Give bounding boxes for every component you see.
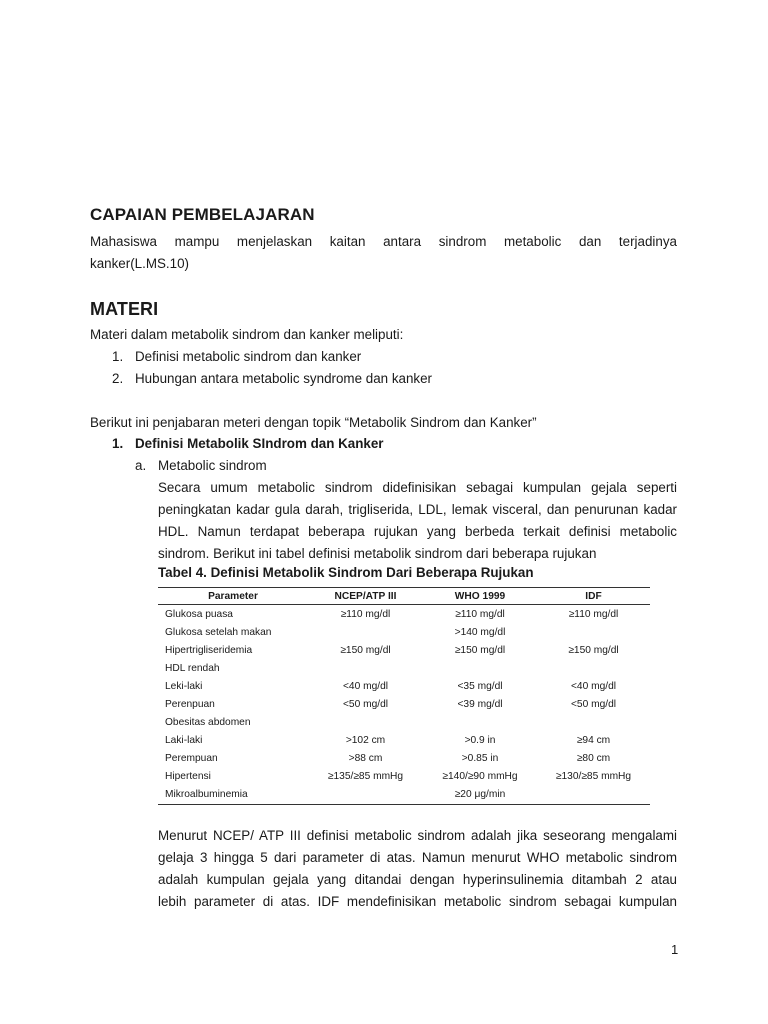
table-cell: Laki-laki — [165, 735, 203, 747]
table-cell: Hipertensi — [165, 771, 211, 783]
table-cell: Perempuan — [165, 753, 218, 765]
table-cell: ≥110 mg/dl — [455, 608, 505, 620]
capaian-paragraph — [90, 231, 677, 275]
table-cell: <40 mg/dl — [570, 680, 617, 692]
paragraph-line: Secara umum metabolic sindrom didefinisikan sebagai kumpulan gejala seperti — [158, 480, 677, 495]
table-cell: ≥94 cm — [576, 735, 611, 747]
section-heading-capaian: CAPAIAN PEMBELAJARAN — [90, 205, 315, 224]
table-row — [158, 677, 650, 695]
list-number: 1. — [112, 349, 124, 364]
table-row — [158, 623, 650, 641]
table-header-row — [158, 588, 650, 605]
table-cell: >102 cm — [345, 735, 386, 747]
table-header-idf: IDF — [537, 588, 650, 605]
table-row — [158, 768, 650, 786]
table-cell: Mikroalbuminemia — [158, 786, 308, 805]
table-cell — [308, 623, 423, 641]
table-cell: Hipertrigliseridemia — [165, 644, 253, 656]
table-cell: ≥20 μg/min — [423, 786, 537, 805]
table-cell: <39 mg/dl — [457, 699, 503, 711]
table-cell: ≥135/≥85 mmHg — [327, 771, 404, 783]
paragraph-line: HDL. Namun terdapat beberapa rujukan yang berbeda terkait definisi metabolic — [158, 524, 677, 539]
table-cell: HDL rendah — [165, 662, 220, 674]
table-cell — [308, 714, 423, 732]
list-number: 2. — [112, 371, 124, 386]
table-header-who: WHO 1999 — [423, 588, 537, 605]
paragraph-definition — [158, 477, 677, 565]
table-cell: Glukosa puasa — [165, 608, 233, 620]
sub-heading: Definisi Metabolik SIndrom dan Kanker — [135, 436, 384, 451]
table-cell — [423, 659, 537, 677]
table-cell — [308, 659, 423, 677]
table-cell: Leki-laki — [165, 680, 203, 692]
table-cell: ≥140/≥90 mmHg — [442, 771, 518, 783]
table-cell: ≥130/≥85 mmHg — [555, 771, 632, 783]
table-cell: >88 cm — [348, 753, 383, 765]
table-cell: >0.85 in — [461, 753, 499, 765]
table-body — [158, 605, 650, 805]
table-row — [158, 659, 650, 677]
definition-table — [158, 587, 650, 805]
table-cell: >140 mg/dl — [454, 626, 506, 638]
table-cell: ≥150 mg/dl — [340, 644, 391, 656]
paragraph-line: adalah kumpulan gejala yang ditandai dengan hyperinsulinemia ditambah 2 atau — [158, 872, 677, 887]
table-row — [158, 714, 650, 732]
sub-item-letter: a. — [135, 458, 147, 473]
materi-intro: Materi dalam metabolik sindrom dan kanker meliputi: — [90, 327, 404, 342]
table-cell: <50 mg/dl — [342, 699, 389, 711]
list-item-2: Hubungan antara metabolic syndrome dan kanker — [135, 371, 433, 386]
table-row — [158, 732, 650, 750]
table-cell: Perenpuan — [165, 699, 215, 711]
table-row — [158, 695, 650, 713]
explain-intro: Berikut ini penjabaran meteri dengan topik “Metabolik Sindrom dan Kanker” — [90, 415, 537, 430]
table-row — [158, 641, 650, 659]
table-cell — [423, 714, 537, 732]
table-cell: ≥110 mg/dl — [340, 608, 391, 620]
table-cell — [537, 786, 650, 805]
paragraph-line: Menurut NCEP/ ATP III definisi metabolic sindrom adalah jika seseorang mengalami — [158, 828, 677, 843]
table-cell: <50 mg/dl — [570, 699, 617, 711]
table-cell: Glukosa setelah makan — [165, 626, 272, 638]
table-cell: ≥110 mg/dl — [568, 608, 619, 620]
section-heading-materi: MATERI — [90, 299, 159, 319]
table-row — [158, 605, 650, 624]
table-cell: Obesitas abdomen — [165, 717, 251, 729]
paragraph-line: sindrom. Berikut ini tabel definisi metabolik sindrom dari beberapa rujukan — [158, 546, 597, 561]
table-cell — [537, 714, 650, 732]
table-row — [158, 786, 650, 805]
capaian-line-2: kanker(L.MS.10) — [90, 256, 189, 271]
paragraph-line: gelaja 3 hingga 5 dari parameter di atas. Namun menurut WHO metabolic sindrom — [158, 850, 677, 865]
sub-heading-number: 1. — [112, 436, 124, 451]
list-item-1: Definisi metabolic sindrom dan kanker — [135, 349, 362, 364]
table-caption: Tabel 4. Definisi Metabolik Sindrom Dari Beberapa Rujukan — [158, 565, 534, 580]
paragraph-line: peningkatan kadar gula darah, trigliserida, LDL, lemak visceral, dan penurunan kadar — [158, 502, 677, 517]
table-cell — [537, 623, 650, 641]
table-cell: <35 mg/dl — [457, 680, 503, 692]
sub-item-title: Metabolic sindrom — [158, 458, 267, 473]
table-cell: ≥80 cm — [576, 753, 611, 765]
table-row — [158, 750, 650, 768]
table-header-parameter: Parameter — [158, 588, 308, 605]
table-cell — [308, 786, 423, 805]
paragraph-line: lebih parameter di atas. IDF mendefinisikan metabolic sindrom sebagai kumpulan — [158, 894, 677, 909]
paragraph-comparison — [158, 825, 677, 913]
page-number: 1 — [671, 942, 679, 957]
table-cell: ≥150 mg/dl — [568, 644, 619, 656]
table-cell: ≥150 mg/dl — [454, 644, 506, 656]
table-cell: >0.9 in — [464, 735, 496, 747]
capaian-line-1: Mahasiswa mampu menjelaskan kaitan antara sindrom metabolic dan terjadinya — [90, 234, 677, 249]
table-header-ncep: NCEP/ATP III — [308, 588, 423, 605]
table-cell: <40 mg/dl — [342, 680, 389, 692]
table-cell — [537, 659, 650, 677]
